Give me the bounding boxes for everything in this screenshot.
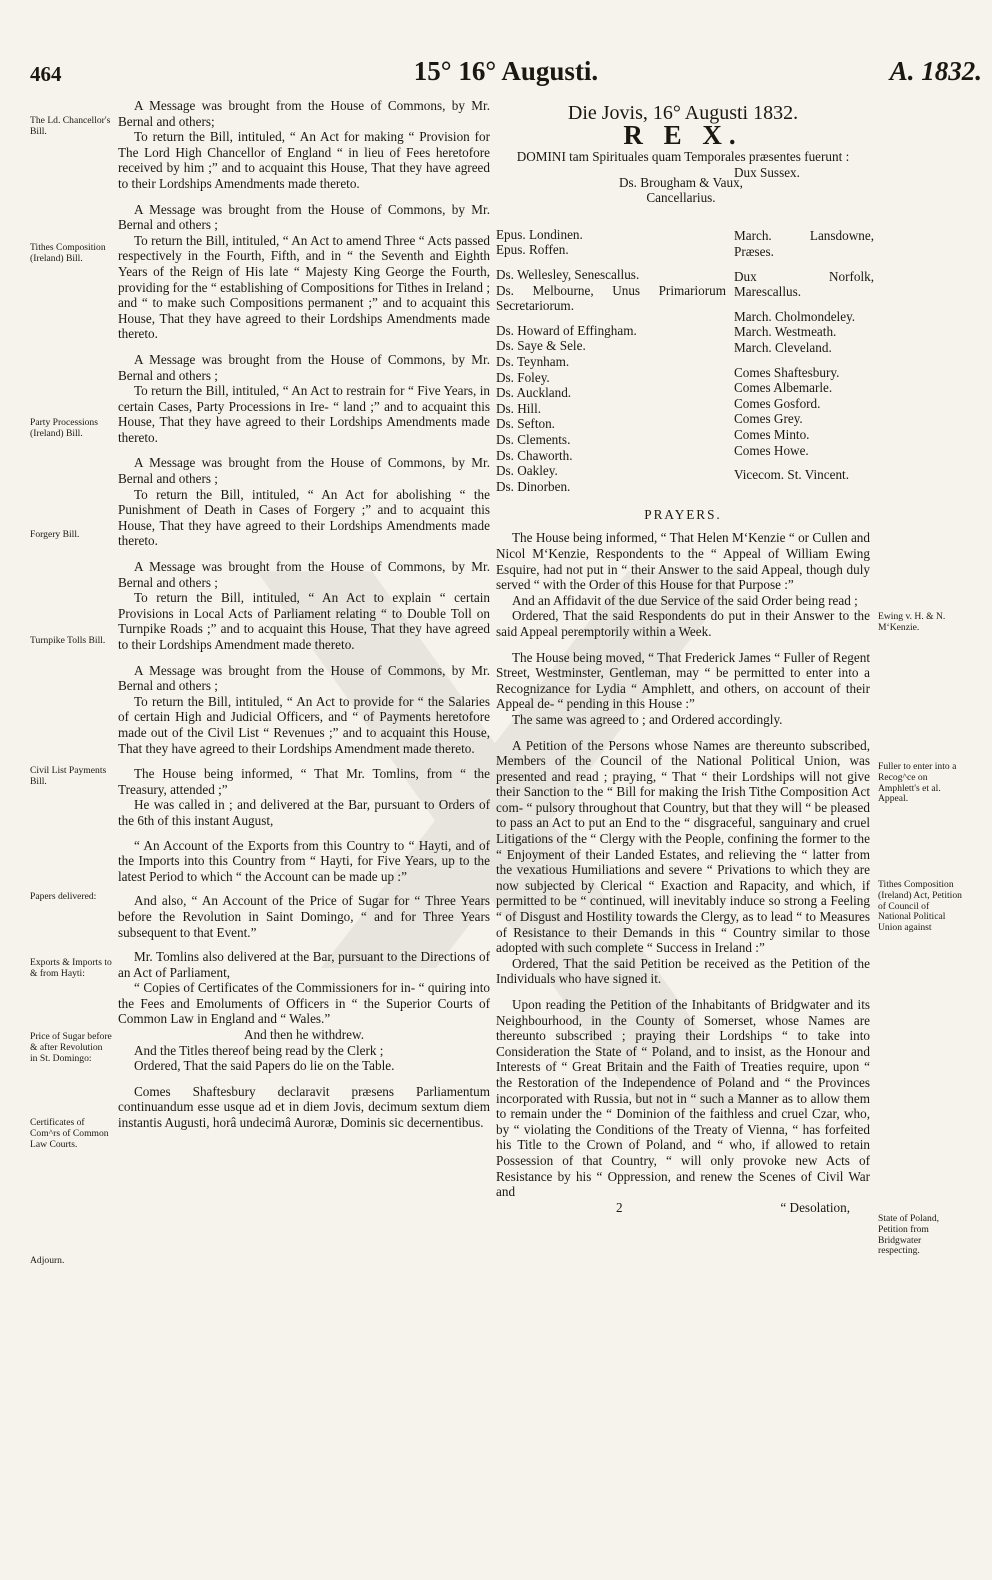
lord-entry: March. Cholmondeley. xyxy=(734,308,856,324)
lord-entry: Ds. Howard of Effingham. xyxy=(496,322,637,338)
margin-note: Tithes Composition (Ireland) Act, Petition of Council of National Political Union against xyxy=(878,879,962,934)
message-block xyxy=(118,559,490,653)
lords-list-right xyxy=(734,165,874,483)
paragraph: To return the Bill, intituled, “ An Act for abolishing “ the Punishment of Death in Cases of Forgery ;” and to acquaint this House, That they have agreed to their Lordships Amendments made thereto. xyxy=(118,486,490,549)
lord-entry: Comes Shaftesbury. xyxy=(734,364,840,380)
paragraph: A Petition of the Persons whose Names are thereunto subscribed, Members of the Council of the National Political Union, was presented and read ; praying, “ That “ their Lordships will not give their Sanction to the “ Bill for making the Irish Tithe Composition Act com- “ pulsory throughout that Country, but that they will “ be pleased to pass an Act to put an End to the “ disgraceful, sanguinary and cruel Litigations of the “ Clergy with the People, confining the former to the “ Enjoyment of their Landed Estates, and relieving the “ latter from the vexatious Humiliations and severe “ Privations to which they are now subjected by Clerical “ Exaction and Rapacity, and which, if permitted to be “ continued, will inevitably induce so strong a Feeling “ of Disgust and Hostility towards the Clergy, as to lead “ to Measures of Resistance to their Demands in this “ Country similar to those adopted with such complete “ Success in Ireland :” xyxy=(496,737,870,956)
fuller-block xyxy=(496,650,870,728)
lord-entry: Epus. Londinen. xyxy=(496,226,583,242)
lord-entry: March. Cleveland. xyxy=(734,339,832,355)
page-header xyxy=(30,56,982,96)
margin-note: Exports & Imports to & from Hayti: xyxy=(30,957,112,979)
margin-note: Certificates of Com^rs of Common Law Courts. xyxy=(30,1117,109,1150)
paragraph: To return the Bill, intituled, “ An Act to restrain for “ Five Years, in certain Cases, Party Processions in Ire- “ land ;” and to acquaint this House, That they have agreed to their Lordships Amendments made thereto. xyxy=(118,383,490,445)
lord-entry: Ds. Dinorben. xyxy=(496,478,571,494)
message-block xyxy=(118,352,490,446)
lord-entry: Ds. Clements. xyxy=(496,431,571,447)
paragraph: A Message was brought from the House of Commons, by Mr. Bernal and others ; xyxy=(118,662,490,694)
lord-entry: Vicecom. St. Vincent. xyxy=(734,467,850,483)
margin-note: State of Poland, Petition from Bridgwater respecting. xyxy=(878,1213,940,1257)
margin-note: The Ld. Chancellor's Bill. xyxy=(30,115,111,137)
lord-entry: Comes Minto. xyxy=(734,426,810,442)
lord-entry: Ds. Melbourne, Unus Primariorum Secretariorum. xyxy=(496,282,726,314)
lord-entry: Dux Sussex. xyxy=(734,164,800,180)
page-number: 464 xyxy=(30,62,62,86)
paragraph: To return the Bill, intituled, “ An Act to amend Three “ Acts passed respectively in the Fourth, Fifth, and in “ the Seventh and Eighth Years of the Reign of His late “ Majesty King George the Fourth, providing for the “ establishing of Compositions for Tithes in Ireland ; and “ to make such Compositions permanent ;” and to acquaint this House, That they have agreed to their Lordships Amendments made thereto. xyxy=(118,232,490,342)
ewing-block xyxy=(496,530,870,639)
margin-note: Forgery Bill. xyxy=(30,529,80,540)
paragraph: A Message was brought from the House of Commons, by Mr. Bernal and others ; xyxy=(118,351,490,383)
paragraph: Ordered, That the said Papers do lie on the Table. xyxy=(134,1058,395,1074)
paragraph: He was called in ; and delivered at the Bar, pursuant to Orders of the 6th of this instant August, xyxy=(118,797,490,828)
paragraph: Ordered, That the said Respondents do put in their Answer to the said Appeal peremptorily within a Week. xyxy=(496,608,870,639)
attendance-line: DOMINI tam Spirituales quam Temporales præsentes fuerunt : xyxy=(516,149,850,165)
lord-entry: March. Westmeath. xyxy=(734,324,837,340)
lord-entry: Ds. Foley. xyxy=(496,369,550,385)
paragraph: Ordered, That the said Petition be received as the Petition of the Individuals who have signed it. xyxy=(496,955,870,987)
lord-entry: Ds. Chaworth. xyxy=(496,447,573,463)
paragraph: And an Affidavit of the due Service of the said Order being read ; xyxy=(512,592,858,608)
paragraph: Mr. Tomlins also delivered at the Bar, pursuant to the Directions of an Act of Parliament, xyxy=(118,949,490,980)
page-footer xyxy=(496,1200,870,1216)
paragraph: To return the Bill, intituled, “ An Act to provide for “ the Salaries of certain High and Judicial Officers, and “ of Payments heretofore made out of the Civil List “ Revenues ;” and to acquaint this House, That they have agreed to their Lordships Amendment made thereto. xyxy=(118,693,490,756)
margin-note: Civil List Payments Bill. xyxy=(30,765,107,787)
message-block xyxy=(118,202,490,342)
lord-entry: Ds. Auckland. xyxy=(496,385,572,401)
paragraph: “ An Account of the Exports from this Country to “ Hayti, and of the Imports into this Country from “ Hayti, for Five Years, up to the latest Period to which “ the Account can be made up :” xyxy=(118,837,490,884)
paragraph: And then he withdrew. xyxy=(243,1027,364,1043)
lord-entry: Comes Howe. xyxy=(734,442,809,458)
margin-note: Papers delivered: xyxy=(30,891,97,902)
paragraph: A Message was brought from the House of Commons, by Mr. Bernal and others; xyxy=(118,98,490,129)
paragraph: A Message was brought from the House of Commons, by Mr. Bernal and others ; xyxy=(118,201,490,233)
paragraph: The House being informed, “ That Helen M‘Kenzie “ or Cullen and Nicol M‘Kenzie, Respondents to the “ Appeal of William Ewing Esquire, had not put in “ their Answer to the said Appeal, though duly served “ with the Order of this House for that Purpose :” xyxy=(496,530,870,593)
margin-note: Tithes Composition (Ireland) Bill. xyxy=(30,242,106,264)
adjournment-block xyxy=(118,1084,490,1131)
paragraph: A Message was brought from the House of Commons, by Mr. Bernal and others ; xyxy=(118,559,490,590)
margin-note: Fuller to enter into a Recog^ce on Amphlett's et al. Appeal. xyxy=(878,761,957,805)
petition-block xyxy=(496,738,870,988)
paragraph: “ Copies of Certificates of the Commissioners for in- “ quiring into the Fees and Emoluments of Officers in “ the Superior Courts of Common Law in England and “ Wales.” xyxy=(118,980,490,1027)
lords-present xyxy=(496,164,874,495)
paragraph: The same was agreed to ; and Ordered accordingly. xyxy=(512,711,783,727)
paragraph: And the Titles thereof being read by the Clerk ; xyxy=(134,1042,384,1058)
paragraph: Comes Shaftesbury declaravit præsens Parliamentum continuandum esse usque ad et in diem Jovis, decimum sextum diem instantis Augusti, horâ undecimâ Auroræ, Dominis sic decernentibus. xyxy=(118,1083,490,1131)
running-title: 15° 16° Augusti. xyxy=(413,56,599,86)
prayers-heading: PRAYERS. xyxy=(644,506,722,522)
lord-entry: Comes Grey. xyxy=(734,411,803,427)
message-block xyxy=(118,98,490,192)
paragraph: And also, “ An Account of the Price of Sugar for “ Three Years before the Revolution in Saint Domingo, “ and for Three Years subsequent to that Event.” xyxy=(118,893,490,940)
lord-chancellor: Ds. Brougham & Vaux, Cancellarius. xyxy=(619,174,743,206)
message-block xyxy=(118,663,490,757)
lord-entry: Ds. Saye & Sele. xyxy=(496,338,586,354)
day-heading: Die Jovis, 16° Augusti 1832. xyxy=(567,102,799,124)
lords-list-left xyxy=(496,227,726,495)
paragraph: Upon reading the Petition of the Inhabitants of Bridgwater and its Neighbourhood, in the County of Somerset, whose Names are thereunto subscribed ; praying their Lordships “ to take into Consideration the State of “ Poland, and to insist, as the Honour and Interests of “ Great Britain and the Faith of Treaties require, upon “ the Restoration of the Independence of Poland and “ the Provinces incorporated with Russia, but not in “ such a Manner as to allow them to remain under the “ Dominion of the faithless and cruel Czar, who, by “ violating the Conditions of the Treaty of Vienna, “ has forfeited his Title to the Crown of Poland, and “ who, if allowed to retain Possession of that Country, “ will only provoke new Acts of Resistance by his “ Oppression, and renew the Scenes of Civil War and xyxy=(496,997,870,1200)
lord-entry: Epus. Roffen. xyxy=(496,242,569,258)
right-column xyxy=(496,98,874,1225)
poland-block xyxy=(496,997,870,1215)
lord-entry: Comes Albemarle. xyxy=(734,380,833,396)
paragraph: The House being moved, “ That Frederick James “ Fuller of Regent Street, Westminster, Gentleman, may “ be permitted to enter into a Recognizance for Lydia “ Amphlett, and others, on account of their Appeal de- “ pending in this House :” xyxy=(496,649,870,712)
paragraph: To return the Bill, intituled, “ An Act for making “ Provision for The Lord High Chancellor of England “ in lieu of Fees heretofore received by him ;” and to acquaint this House, That they have agreed to their Lordships Amendments made thereto. xyxy=(118,129,490,191)
lord-entry: Comes Gosford. xyxy=(734,395,821,411)
papers-block xyxy=(118,766,490,1074)
lord-entry: Ds. Sefton. xyxy=(496,416,555,432)
lord-entry: Ds. Oakley. xyxy=(496,463,558,479)
catchword: “ Desolation, xyxy=(780,1199,850,1215)
rex-heading: R E X. xyxy=(623,119,743,150)
margin-note: Adjourn. xyxy=(30,1255,65,1266)
margin-note: Party Processions (Ireland) Bill. xyxy=(30,417,98,439)
lord-entry: Dux Norfolk, Marescallus. xyxy=(734,268,874,300)
lord-entry: Ds. Hill. xyxy=(496,400,542,416)
margin-note: Price of Sugar before & after Revolution in St. Domingo: xyxy=(30,1031,112,1064)
margin-note: Turnpike Tolls Bill. xyxy=(30,635,106,646)
margin-note: Ewing v. H. & N. M‘Kenzie. xyxy=(878,611,946,633)
lord-entry: Ds. Teynham. xyxy=(496,353,570,369)
signature-mark: 2 xyxy=(616,1199,623,1215)
paragraph: To return the Bill, intituled, “ An Act to explain “ certain Provisions in Local Acts of Parliament relating “ to Double Toll on Turnpike Roads ;” and to acquaint this House, That they have agreed to their Lordships Amendment made thereto. xyxy=(118,590,490,652)
running-year: A. 1832. xyxy=(889,56,982,86)
paragraph: The House being informed, “ That Mr. Tomlins, from “ the Treasury, attended ;” xyxy=(118,766,490,797)
paragraph: A Message was brought from the House of Commons, by Mr. Bernal and others ; xyxy=(118,455,490,487)
left-column xyxy=(118,98,490,1141)
message-block xyxy=(118,455,490,549)
lord-entry: March. Lansdowne, Præses. xyxy=(734,228,874,259)
lord-entry: Ds. Wellesley, Senescallus. xyxy=(496,266,640,282)
